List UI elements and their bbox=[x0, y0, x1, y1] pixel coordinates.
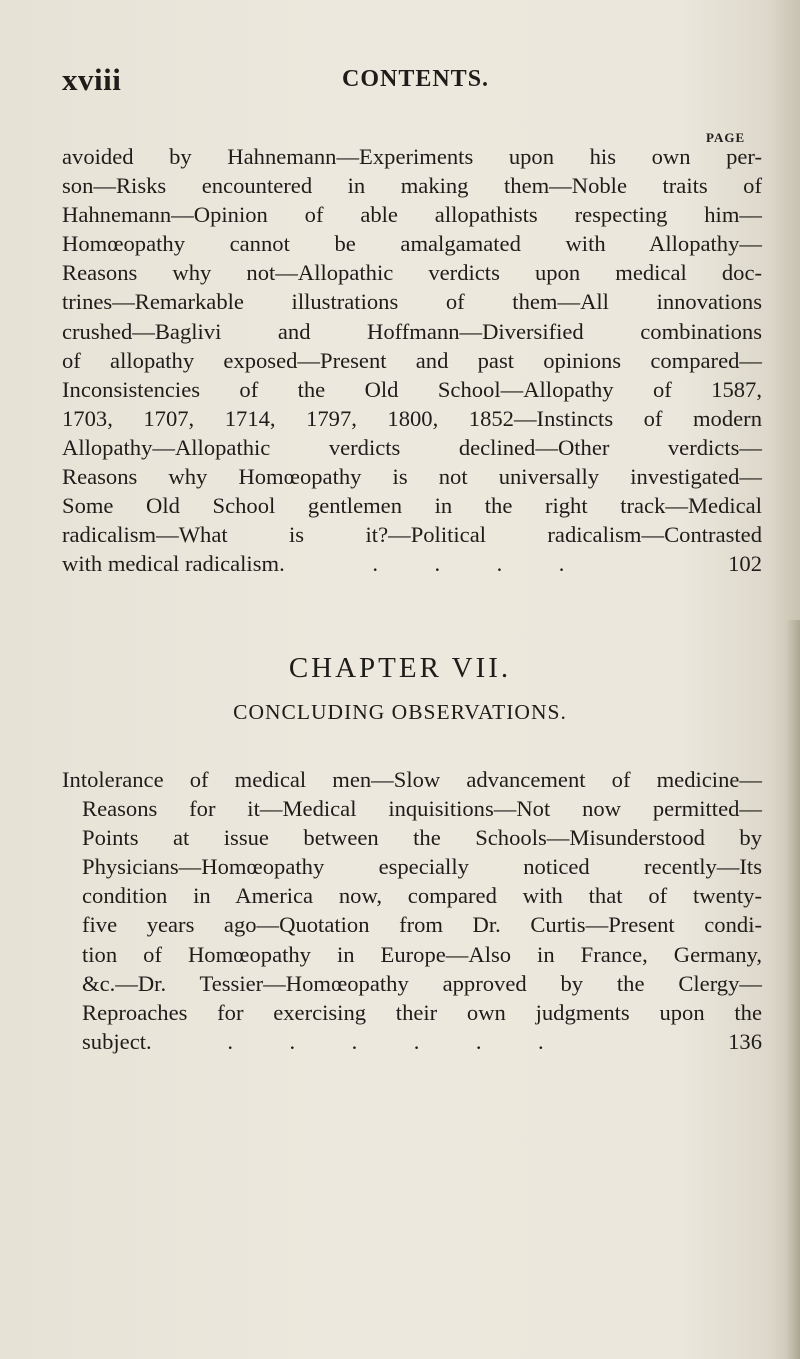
toc-line: tion of Homœopathy in Europe—Also in France, Germany, bbox=[82, 941, 762, 967]
toc-line: Reasons why Homœopathy is not universally investigated— bbox=[62, 464, 762, 490]
page-edge-shadow bbox=[786, 620, 800, 1359]
dot-leaders: . . . . . . bbox=[227, 1028, 544, 1054]
toc-entry-chapter-vi-continued bbox=[62, 142, 762, 578]
toc-line: Reasons why not—Allopathic verdicts upon medical doc- bbox=[62, 260, 762, 286]
toc-line: Points at issue between the Schools—Misunderstood by bbox=[82, 825, 762, 851]
toc-line: Inconsistencies of the Old School—Allopathy of 1587, bbox=[62, 376, 762, 402]
toc-line: Reproaches for exercising their own judgments upon the bbox=[82, 999, 762, 1025]
toc-line: 1703, 1707, 1714, 1797, 1800, 1852—Instincts of modern bbox=[62, 405, 762, 431]
toc-line: condition in America now, compared with that of twenty- bbox=[82, 883, 762, 909]
toc-line: five years ago—Quotation from Dr. Curtis—Present condi- bbox=[82, 912, 762, 938]
folio-number: xviii bbox=[62, 62, 122, 97]
toc-last-line bbox=[62, 549, 762, 578]
toc-line-text: with medical radicalism. bbox=[62, 551, 285, 577]
toc-last-line bbox=[62, 1027, 762, 1056]
toc-line: Hahnemann—Opinion of able allopathists respecting him— bbox=[62, 202, 762, 228]
toc-line: avoided by Hahnemann—Experiments upon his own per- bbox=[62, 144, 762, 169]
page-reference: 136 bbox=[728, 1028, 762, 1054]
chapter-title: CHAPTER VII. bbox=[288, 652, 512, 684]
toc-line: Reasons for it—Medical inquisitions—Not now permitted— bbox=[82, 796, 762, 822]
chapter-subtitle: CONCLUDING OBSERVATIONS. bbox=[233, 700, 567, 724]
page-reference: 102 bbox=[728, 551, 762, 577]
toc-line: Physicians—Homœopathy especially noticed recently—Its bbox=[82, 854, 762, 880]
toc-line: trines—Remarkable illustrations of them—All innovations bbox=[62, 289, 762, 315]
toc-line: &c.—Dr. Tessier—Homœopathy approved by the Clergy— bbox=[82, 970, 762, 996]
toc-line: Intolerance of medical men—Slow advancement of medicine— bbox=[62, 767, 762, 792]
toc-line: radicalism—What is it?—Political radicalism—Contrasted bbox=[62, 522, 762, 548]
toc-line: son—Risks encountered in making them—Noble traits of bbox=[62, 173, 762, 199]
toc-line: Some Old School gentlemen in the right track—Medical bbox=[62, 493, 762, 519]
toc-line: crushed—Baglivi and Hoffmann—Diversified combinations bbox=[62, 318, 762, 344]
toc-line-text: subject. bbox=[82, 1028, 152, 1054]
toc-entry-chapter-vii bbox=[62, 765, 762, 1056]
page-column-label: PAGE bbox=[706, 130, 746, 145]
page-header bbox=[62, 62, 762, 102]
toc-line: of allopathy exposed—Present and past opinions compared— bbox=[62, 347, 762, 373]
toc-line: Homœopathy cannot be amalgamated with Allopathy— bbox=[62, 231, 762, 257]
toc-line: Allopathy—Allopathic verdicts declined—Other verdicts— bbox=[62, 434, 762, 460]
running-head: CONTENTS. bbox=[342, 66, 490, 92]
dot-leaders: . . . . bbox=[372, 551, 565, 577]
